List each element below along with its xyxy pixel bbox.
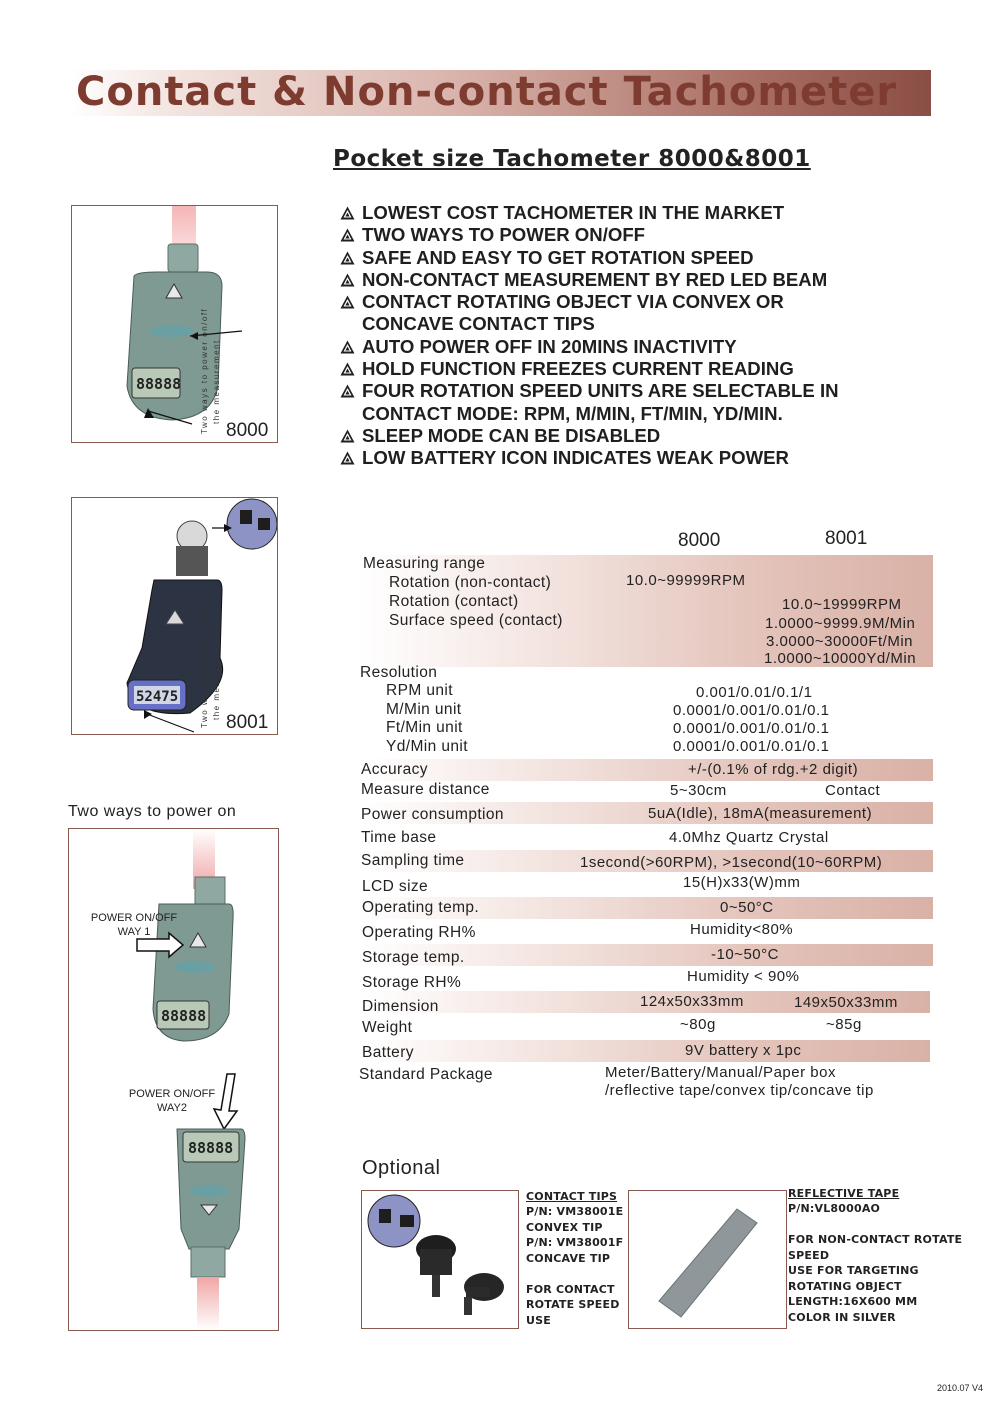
reflective-tape-image	[629, 1191, 786, 1328]
spec-value: 124x50x33mm	[640, 993, 744, 1010]
spec-value: Humidity < 90%	[687, 968, 800, 985]
spec-label: Ft/Min unit	[386, 719, 463, 736]
spec-label: Accuracy	[361, 761, 428, 778]
power-on-ways-image	[69, 829, 278, 1330]
spec-value: 149x50x33mm	[794, 994, 898, 1011]
spec-label: LCD size	[362, 878, 429, 895]
feature-list	[340, 202, 940, 470]
sensor-head	[191, 1247, 225, 1277]
spec-value: 0~50°C	[720, 899, 774, 916]
spec-value: 9V battery x 1pc	[685, 1042, 802, 1059]
two-ways-title: Two ways to power on	[68, 803, 237, 820]
warning-triangle-icon	[340, 228, 355, 242]
warning-triangle-icon	[340, 362, 355, 376]
spec-value: ~80g	[680, 1016, 716, 1033]
power-way2-label: POWER ON/OFF WAY2	[128, 1088, 216, 1114]
spec-value: 0.0001/0.001/0.01/0.1	[673, 738, 830, 755]
warning-triangle-icon	[340, 295, 355, 309]
spec-value: -10~50°C	[711, 946, 779, 963]
spec-value: /reflective tape/convex tip/concave tip	[605, 1082, 874, 1099]
feature-text: LOWEST COST TACHOMETER IN THE MARKET	[362, 202, 785, 223]
spec-value: 1.0000~10000Yd/Min	[764, 650, 917, 667]
contact-tips-photo	[361, 1190, 519, 1329]
lcd-reading: 88888	[188, 1139, 234, 1157]
warning-triangle-icon	[340, 340, 355, 354]
feature-item	[340, 358, 940, 380]
led-beam	[197, 1277, 219, 1330]
feature-text: HOLD FUNCTION FREEZES CURRENT READING	[362, 358, 794, 380]
lcd-reading: 88888	[136, 375, 182, 393]
sensor-head	[195, 877, 225, 905]
feature-item	[340, 425, 940, 447]
feature-item	[340, 202, 940, 224]
spec-value: 4.0Mhz Quartz Crystal	[669, 829, 829, 846]
feature-text: FOUR ROTATION SPEED UNITS ARE SELECTABLE IN	[362, 380, 839, 402]
tip-icon	[379, 1209, 391, 1223]
tip-icon	[258, 518, 270, 530]
tape-strip	[659, 1209, 757, 1317]
warning-triangle-icon	[340, 429, 355, 443]
feature-item	[340, 224, 940, 246]
side-caption: the measurement	[212, 339, 221, 424]
spec-value: Humidity<80%	[690, 921, 794, 938]
contact-tips-image	[362, 1191, 518, 1328]
tachometer-8000-image	[72, 206, 277, 442]
spec-value: 5~30cm	[670, 782, 727, 799]
spec-label: Operating temp.	[362, 899, 480, 916]
spec-value: ~85g	[826, 1016, 862, 1033]
tachometer-8001-image	[72, 498, 277, 734]
reflective-tape-body: P/N:VL8000AO FOR NON-CONTACT ROTATE SPEED USE FOR TARGETING ROTATING OBJECT LENGTH:16X600 MM COLOR IN SILVER	[788, 1202, 963, 1324]
spec-value: 15(H)x33(W)mm	[683, 874, 801, 891]
feature-text: SLEEP MODE CAN BE DISABLED	[362, 424, 661, 446]
model-tag-8000: 8000	[226, 420, 269, 441]
reflective-tape-heading: REFLECTIVE TAPE	[788, 1187, 900, 1200]
feature-text: SAFE AND EASY TO GET ROTATION SPEED	[362, 246, 754, 268]
side-caption: Two ways to power on/off	[200, 601, 209, 728]
feature-item	[340, 291, 940, 313]
concave-tip-stem	[432, 1275, 440, 1297]
brand-logo	[150, 325, 194, 337]
concave-tip-body	[420, 1249, 452, 1275]
feature-text: AUTO POWER OFF IN 20MINS INACTIVITY	[362, 335, 737, 357]
spec-label: Storage temp.	[362, 949, 465, 966]
spec-value: +/-(0.1% of rdg.+2 digit)	[688, 761, 859, 778]
spec-label: Yd/Min unit	[386, 738, 468, 755]
spec-label: Operating RH%	[362, 924, 476, 941]
feature-item	[340, 380, 940, 402]
feature-text: LOW BATTERY ICON INDICATES WEAK POWER	[362, 447, 789, 469]
product-subtitle: Pocket size Tachometer 8000&8001	[333, 146, 811, 172]
spec-label: Rotation (contact)	[389, 593, 519, 610]
spec-label: Dimension	[362, 998, 439, 1015]
side-caption: the measurement	[212, 635, 221, 720]
spec-label: Storage RH%	[362, 974, 462, 991]
lcd-reading: 88888	[161, 1007, 207, 1025]
spec-value: 3.0000~30000Ft/Min	[766, 633, 914, 650]
spec-label: Rotation (non-contact)	[389, 574, 552, 591]
brand-logo	[189, 1185, 229, 1197]
tip-icon	[240, 510, 252, 524]
feature-text: CONTACT ROTATING OBJECT VIA CONVEX OR	[362, 291, 784, 313]
sensor-head	[168, 244, 198, 272]
lcd-reading: 52475	[136, 689, 179, 705]
spec-label: Time base	[361, 829, 437, 846]
model-tag-8001: 8001	[226, 712, 269, 733]
arrow-icon	[144, 710, 152, 719]
spec-label: M/Min unit	[386, 701, 462, 718]
spec-value: 1.0000~9999.9M/Min	[765, 615, 916, 632]
spec-value: Meter/Battery/Manual/Paper box	[605, 1064, 836, 1081]
spec-label: RPM unit	[386, 682, 453, 699]
spec-value: 0.001/0.01/0.1/1	[696, 684, 813, 701]
warning-triangle-icon	[340, 451, 355, 465]
warning-triangle-icon	[340, 384, 355, 398]
spec-label: Resolution	[360, 664, 438, 681]
feature-item	[340, 447, 940, 469]
spec-label: Standard Package	[359, 1066, 493, 1083]
feature-item	[340, 269, 940, 291]
spec-label: Weight	[362, 1019, 413, 1036]
spec-label: Measure distance	[361, 781, 490, 798]
warning-triangle-icon	[340, 251, 355, 265]
spec-label: Battery	[362, 1044, 414, 1061]
spec-value: 5uA(Idle), 18mA(measurement)	[648, 805, 873, 822]
spec-value: 0.0001/0.001/0.01/0.1	[673, 720, 830, 737]
contact-tips-body: P/N: VM38001E CONVEX TIP P/N: VM38001F CONCAVE TIP FOR CONTACT ROTATE SPEED USE	[526, 1205, 624, 1327]
spec-value: 10.0~99999RPM	[626, 572, 746, 589]
feature-text: CONTACT MODE: RPM, M/MIN, FT/MIN, YD/MIN.	[362, 402, 783, 424]
convex-tip-stem	[464, 1297, 472, 1315]
convex-tip-body	[466, 1287, 490, 1297]
page-title: Contact & Non-contact Tachometer	[76, 69, 898, 115]
version-code: 2010.07 V4	[936, 1383, 983, 1393]
pointer-line	[147, 714, 194, 732]
spec-value: 1second(>60RPM), >1second(10~60RPM)	[580, 854, 883, 871]
side-caption: Two ways to power on/off	[200, 307, 209, 434]
feature-text: CONCAVE CONTACT TIPS	[362, 313, 595, 335]
tip-icon	[400, 1215, 414, 1227]
reflective-tape-photo	[628, 1190, 787, 1329]
spec-label: Power consumption	[361, 806, 504, 823]
column-header-8000: 8000	[678, 530, 721, 551]
photo-two-ways	[68, 828, 279, 1331]
spec-value: 10.0~19999RPM	[782, 596, 902, 613]
spec-label: Sampling time	[361, 852, 465, 869]
power-way1-label: POWER ON/OFF WAY 1	[90, 912, 178, 938]
contact-tips-heading: CONTACT TIPS	[526, 1190, 618, 1203]
photo-8001	[71, 497, 278, 735]
column-header-8001: 8001	[825, 528, 868, 549]
photo-8000	[71, 205, 278, 443]
spec-label: Measuring range	[363, 555, 486, 572]
feature-item	[340, 336, 940, 358]
feature-item	[340, 403, 940, 425]
feature-text: TWO WAYS TO POWER ON/OFF	[362, 224, 646, 246]
warning-triangle-icon	[340, 273, 355, 287]
spec-value: Contact	[825, 782, 881, 799]
warning-triangle-icon	[340, 206, 355, 220]
optional-title: Optional	[362, 1157, 441, 1179]
brand-logo	[175, 961, 215, 973]
band-battery	[360, 1040, 930, 1062]
spec-label: Surface speed (contact)	[389, 612, 563, 629]
contact-shaft	[176, 546, 208, 576]
feature-text: NON-CONTACT MEASUREMENT BY RED LED BEAM	[362, 268, 828, 290]
feature-item	[340, 247, 940, 269]
spec-value: 0.0001/0.001/0.01/0.1	[673, 702, 830, 719]
feature-item	[340, 313, 940, 335]
